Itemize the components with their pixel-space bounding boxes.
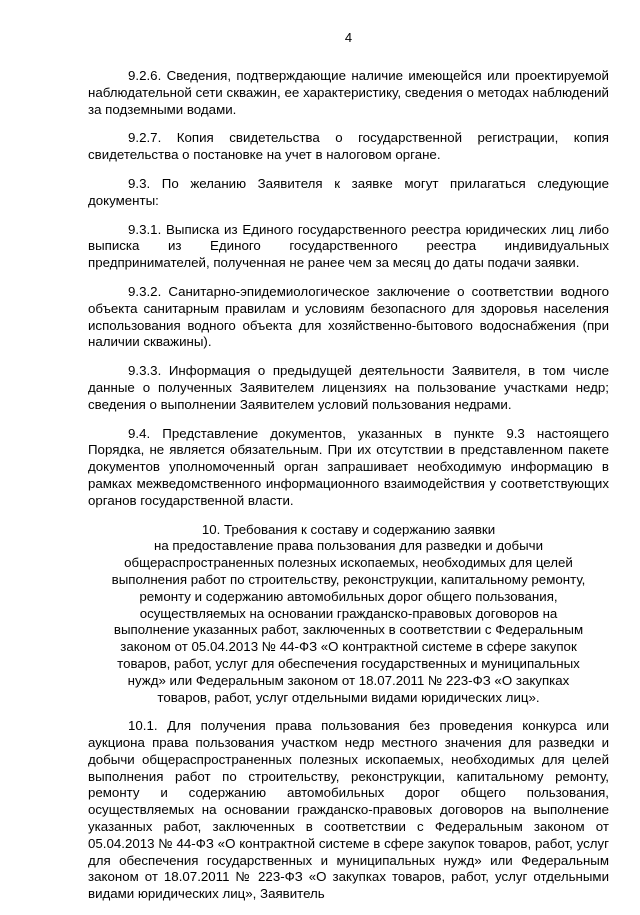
- document-page: [88, 30, 609, 915]
- heading-line: законом от 05.04.2013 № 44-ФЗ «О контрактной системе в сфере закупок: [120, 639, 577, 655]
- heading-line: 10. Требования к составу и содержанию заявки: [201, 521, 496, 537]
- paragraph-9-4: 9.4. Представление документов, указанных в пункте 9.3 настоящего Порядка, не является обязательным. При их отсутствии в представленном пакете документов уполномоченный орган запрашивает необходимую информацию в рамках межведомственного информационного взаимодействия у соответствующих органов государственной власти.: [88, 425, 609, 508]
- paragraph-9-3: 9.3. По желанию Заявителя к заявке могут прилагаться следующие документы:: [88, 175, 609, 208]
- heading-line: выполнения работ по строительству, реконструкции, капитальному ремонту,: [111, 571, 586, 587]
- heading-line: осуществляемых на основании гражданско-правовых договоров на: [139, 605, 558, 621]
- paragraph-9-3-1: 9.3.1. Выписка из Единого государственного реестра юридических лиц либо выписка из Единого государственного реестра индивидуальных предпринимателей, полученная не ранее чем за месяц до даты подачи заявки.: [88, 221, 609, 271]
- paragraph-9-2-7: 9.2.7. Копия свидетельства о государственной регистрации, копия свидетельства о постановке на учет в налоговом органе.: [88, 130, 609, 163]
- paragraph-9-3-2: 9.3.2. Санитарно-эпидемиологическое заключение о соответствии водного объекта санитарным правилам и условиям безопасного для здоровья населения использования водного объекта для хозяйственно-бытового водоснабжения (при наличии скважины).: [88, 283, 609, 350]
- heading-line: нужд» или Федеральным законом от 18.07.2011 № 223-ФЗ «О закупках: [127, 672, 570, 688]
- page-number: 4: [344, 30, 353, 45]
- heading-line: выполнение указанных работ, заключенных в соответствии с Федеральным: [113, 622, 584, 638]
- heading-line: ремонту и содержанию автомобильных дорог общего пользования,: [139, 588, 558, 604]
- paragraph-9-2-6: 9.2.6. Сведения, подтверждающие наличие имеющейся или проектируемой наблюдательной сети скважин, ее характеристику, сведения о методах наблюдений за подземными водами.: [88, 68, 609, 117]
- heading-line: общераспространенных полезных ископаемых, необходимых для целей: [124, 555, 573, 571]
- heading-line: товаров, работ, услуг для обеспечения государственных и муниципальных: [117, 655, 580, 671]
- heading-line: на предоставление права пользования для разведки и добычи: [153, 538, 543, 554]
- heading-line: товаров, работ, услуг отдельными видами юридических лиц».: [157, 689, 540, 705]
- paragraph-10-1: 10.1. Для получения права пользования без проведения конкурса или аукциона права пользования участком недр местного значения для разведки и добычи общераспространенных полезных ископаемых, необходимых для целей выполнения работ по строительству, реконструкции, капитальному ремонту, ремонту и содержанию автомобильных дорог общего пользования, осуществляемых на основании гражданско-правовых договоров на выполнение указанных работ, заключенных в соответствии с Федеральным законом от 05.04.2013 № 44-ФЗ «О контрактной системе в сфере закупок товаров, работ, услуг для обеспечения государственных и муниципальных нужд» или Федеральным законом от 18.07.2011 № 223-ФЗ «О закупках товаров, работ, услуг отдельными видами юридических лиц», Заявитель: [88, 718, 609, 902]
- section-10-heading: [88, 522, 609, 707]
- paragraph-9-3-3: 9.3.3. Информация о предыдущей деятельности Заявителя, в том числе данные о полученных Заявителем лицензиях на пользование участками недр; сведения о выполнении Заявителем условий пользования недрами.: [88, 363, 609, 412]
